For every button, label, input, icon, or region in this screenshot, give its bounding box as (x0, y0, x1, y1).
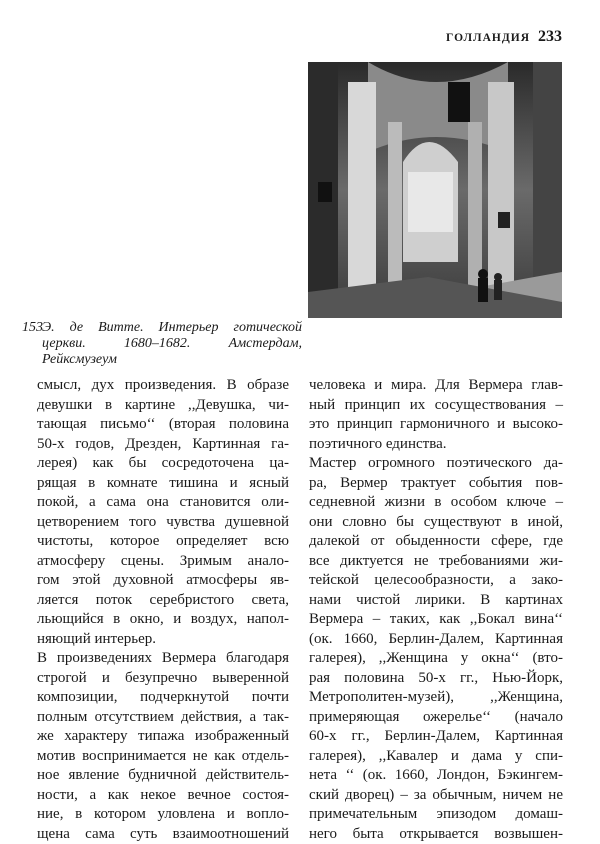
caption-text: Э. де Витте. Интерьер готической церкви. 1680–1682. Амстердам, Рейксмузеум (42, 320, 302, 368)
text-line: ра, Вермер трактует события пов- (309, 474, 563, 494)
text-line: щена сама суть взаимоотношений (37, 825, 289, 844)
text-line: ности, а как некое вечное состоя- (37, 786, 289, 806)
text-line: Вермера – таких, как ,,Бокал вина‘‘ (309, 610, 563, 630)
text-line: ляется поток серебристого света, (37, 591, 289, 611)
text-line: лерея) как бы сосредоточена ца- (37, 454, 289, 474)
text-line: него быта открывается возвышен- (309, 825, 563, 844)
text-line: 50-х годов, Дрезден, Картинная га- (37, 435, 289, 455)
text-line: рящая в комнате тишина и ясный (37, 474, 289, 494)
text-line: покой, а сама она становится оли- (37, 493, 289, 513)
text-line: рая половина 50-х гг., Нью-Йорк, (309, 669, 563, 689)
text-line: ние, в котором уловлена и вопло- (37, 805, 289, 825)
text-line: В произведениях Вермера благодаря (37, 649, 289, 669)
figure-number: 153 (22, 320, 43, 336)
text-line: галерея), ,,Кавалер и дама у спи- (309, 747, 563, 767)
text-line: мотив воспринимается не как отдель- (37, 747, 289, 767)
running-title: ГОЛЛАНДИЯ (446, 32, 530, 44)
page-number: 233 (538, 28, 562, 46)
text-line: атмосферу сцены. Зримым анало- (37, 552, 289, 572)
text-line: тающая письмо‘‘ (вторая половина (37, 415, 289, 435)
text-line: нами чистой лирики. В картинах (309, 591, 563, 611)
text-line: (ок. 1660, Берлин-Далем, Картинная (309, 630, 563, 650)
text-line: далекой от обыденности сфере, где (309, 532, 563, 552)
text-line: полным отсутствием действия, а так- (37, 708, 289, 728)
text-line: гом этой духовной атмосферы яв- (37, 571, 289, 591)
text-line: примечательным эпизодом домаш- (309, 805, 563, 825)
text-line: Метрополитен-музей), ,,Женщина, (309, 688, 563, 708)
church-interior-illustration (308, 62, 562, 318)
text-line: седневной жизни в особом ключе – (309, 493, 563, 513)
text-line: примеряющая ожерелье‘‘ (начало (309, 708, 563, 728)
text-line: цетворением того чувства душевной (37, 513, 289, 533)
running-header (446, 28, 562, 46)
figure-caption (22, 320, 302, 368)
gothic-church-painting (308, 62, 562, 318)
text-line: чистоты, которое определяет всю (37, 532, 289, 552)
text-line: Мастер огромного поэтического да- (309, 454, 563, 474)
text-line: они словно бы существуют в иной, (309, 513, 563, 533)
text-line: няющий интерьер. (37, 630, 289, 650)
text-line: девушки в картине ,,Девушка, чи- (37, 396, 289, 416)
left-text-column (37, 376, 289, 844)
text-line: это принцип гармоничного и высоко- (309, 415, 563, 435)
text-line: все диктуется не требованиями жи- (309, 552, 563, 572)
text-line: человека и мира. Для Вермера глав- (309, 376, 563, 396)
text-line: ский дворец) – за обычным, ничем не (309, 786, 563, 806)
right-text-column (309, 376, 563, 844)
text-line: композиции, подчеркнутой почти (37, 688, 289, 708)
text-line: тейской целесообразности, а зако- (309, 571, 563, 591)
text-line: ное явление будничной действитель- (37, 766, 289, 786)
text-line: строгой и безупречно выверенной (37, 669, 289, 689)
text-line: ный принцип их сосуществования – (309, 396, 563, 416)
text-line: льющийся в окно, и воздух, напол- (37, 610, 289, 630)
text-line: нета ‘‘ (ок. 1660, Лондон, Бэкингем- (309, 766, 563, 786)
text-line: поэтичного единства. (309, 435, 563, 455)
text-line: галерея), ,,Женщина у окна‘‘ (вто- (309, 649, 563, 669)
text-line: же характеру типажа изображенный (37, 727, 289, 747)
text-line: смысл, дух произведения. В образе (37, 376, 289, 396)
text-line: 60-х гг., Берлин-Далем, Картинная (309, 727, 563, 747)
